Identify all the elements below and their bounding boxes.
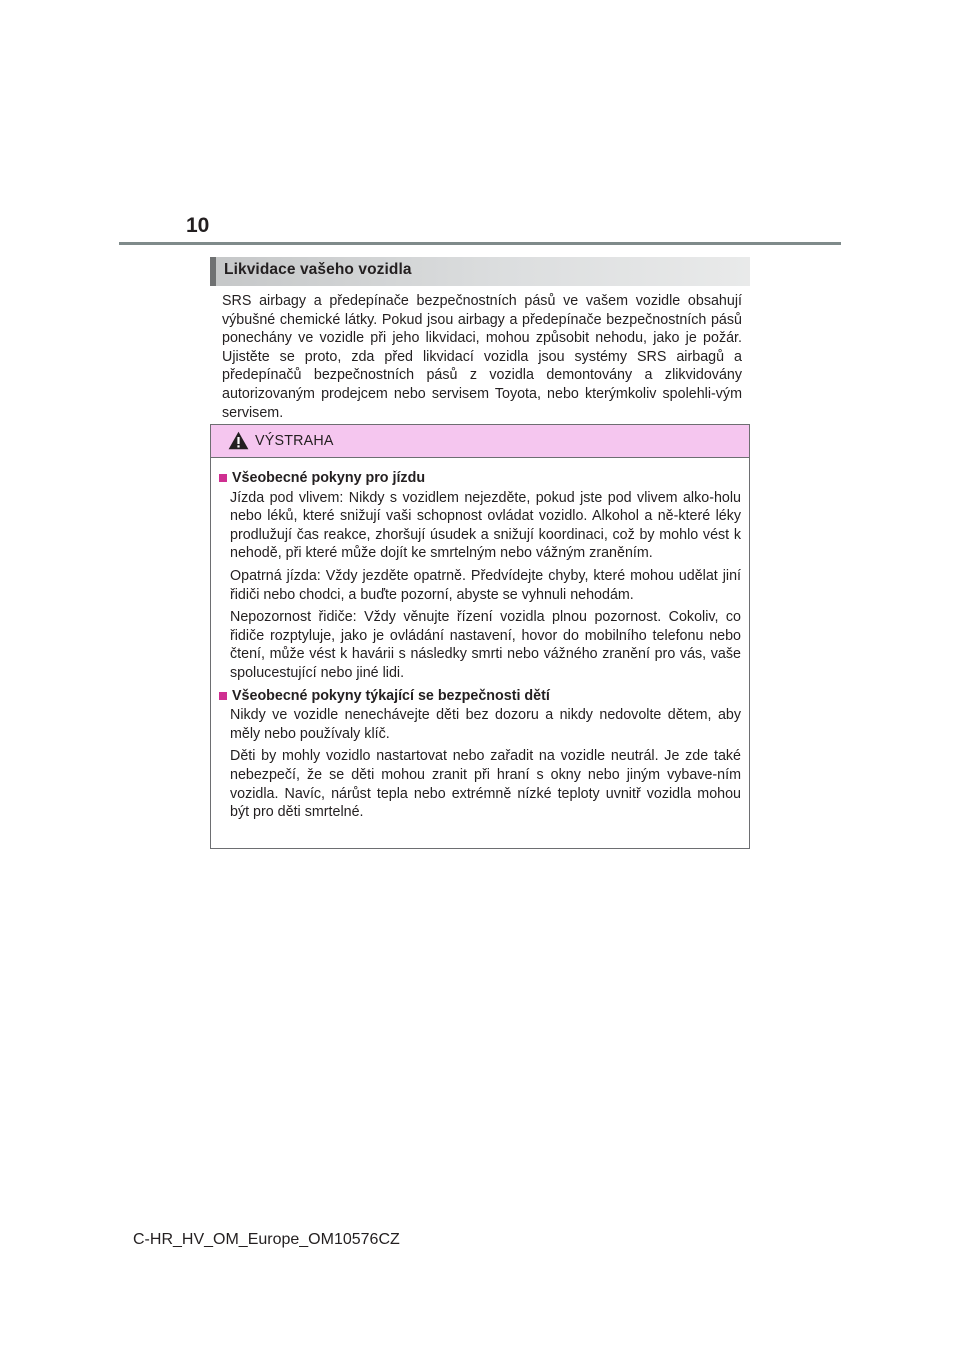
section-intro: SRS airbagy a předepínače bezpečnostních pásů ve vašem vozidle obsahují výbušné chemické látky. Pokud jsou airbagy a předepínače bezpečnostních pásů ponechány ve vozidle při jeho likvidaci, mohou způsobit nehodu, jako je požár. Ujistěte se proto, zda před likvidací vozidla jsou systémy SRS airbagů a předepínačů bezpečnostních pásů z vozidla demontovány a zlikvidovány autorizovaným prodejcem nebo servisem Toyota, nebo kterýmkoliv spolehli-vým servisem. [222, 293, 742, 421]
header-rule [119, 242, 841, 245]
warning-header [211, 425, 749, 458]
warning-paragraph: Nepozornost řidiče: Vždy věnujte řízení vozidla plnou pozornost. Cokoliv, co řidiče rozptyluje, jako je ovládání nastavení, hovor do mobilního telefonu nebo čtení, může vést k havárii s následky smrti nebo vážného zranění pro vás, vaše spolucestující nebo jiné lidi. [230, 609, 741, 681]
warning-item-title [219, 469, 741, 488]
warning-item-title-text: Všeobecné pokyny týkající se bezpečnosti dětí [232, 687, 550, 704]
warning-paragraph: Opatrná jízda: Vždy jezděte opatrně. Předvídejte chyby, které mohou udělat jiní řidiči nebo chodci, a buďte pozorní, abyste se vyhnuli nehodám. [230, 567, 741, 603]
warning-triangle-icon [228, 431, 249, 450]
section-heading [210, 257, 750, 286]
document-footer-code: C-HR_HV_OM_Europe_OM10576CZ [133, 1231, 400, 1248]
warning-body [219, 469, 741, 826]
bullet-square-icon [219, 692, 227, 700]
warning-item-title-text: Všeobecné pokyny pro jízdu [232, 470, 426, 486]
warning-paragraph: Děti by mohly vozidlo nastartovat nebo zařadit na vozidle neutrál. Je zde také nebezpečí, že se děti mohou zranit při hraní s okny nebo jiným vybave-ním vozidla. Navíc, nárůst tepla nebo extrémně nízké teploty uvnitř vozidla mohou být pro děti smrtelné. [230, 748, 741, 821]
warning-item-title [219, 687, 741, 706]
bullet-square-icon [219, 474, 227, 482]
warning-label: VÝSTRAHA [255, 433, 334, 449]
warning-box [210, 424, 750, 849]
heading-accent-bar [210, 257, 216, 286]
warning-paragraph: Jízda pod vlivem: Nikdy s vozidlem nejezděte, pokud jste pod vlivem alko-holu nebo léků, které snižují vaši schopnost ovládat vozidlo. Alkohol a ně-které léky prodlužují čas reakce, zhoršují úsudek a snižují koordinaci, což by mohlo vést k nehodě, při které může dojít ke smrtelným nebo vážným zraněním. [230, 489, 741, 562]
warning-paragraph: Nikdy ve vozidle nenechávejte děti bez dozoru a nikdy nedovolte dětem, aby měly nebo používaly klíč. [230, 707, 741, 742]
section-title: Likvidace vašeho vozidla [224, 261, 412, 278]
page-number: 10 [186, 214, 210, 237]
